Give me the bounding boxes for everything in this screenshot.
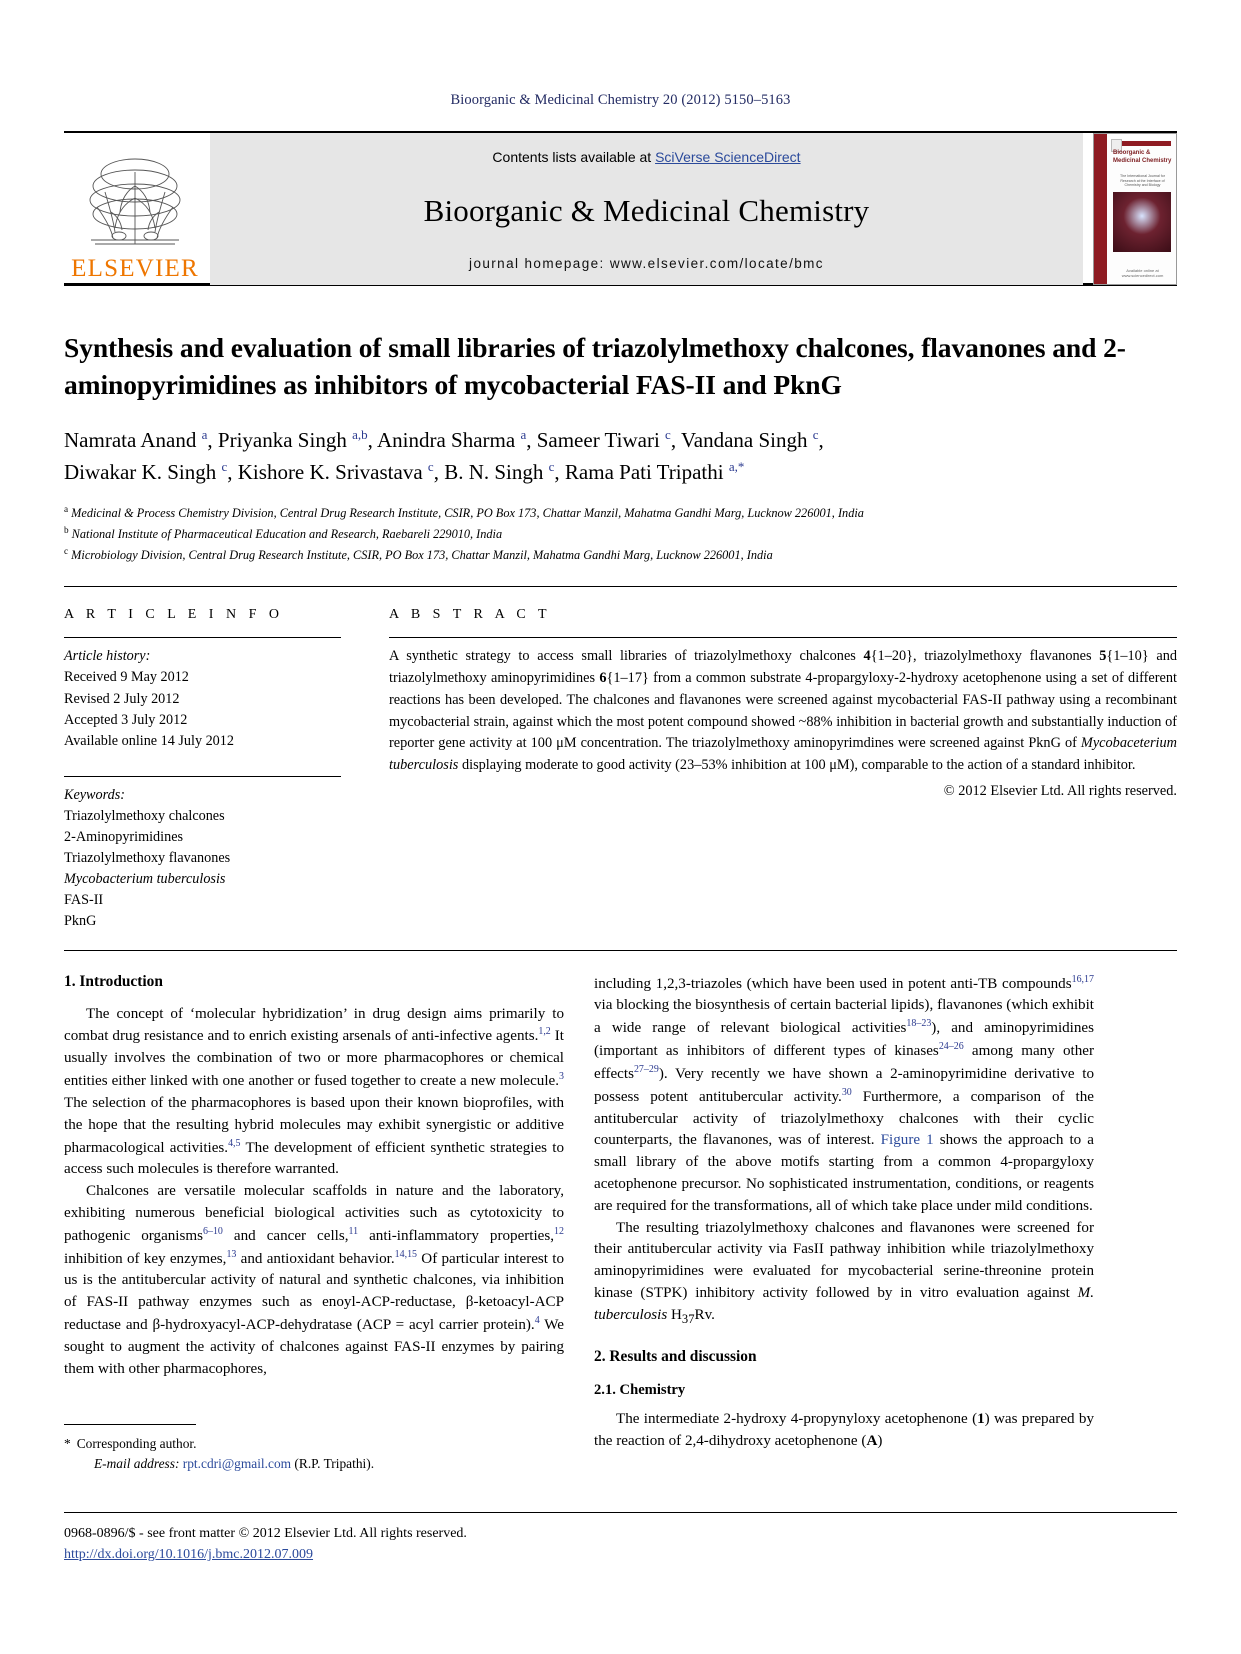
affiliation-c: $^c$ Microbiology Division, Central Drug Research Institute, CSIR, PO Box 173, Chattar Manzil, Mahatma Gandhi Marg, Lucknow 226001, India <box>64 545 773 562</box>
abstract-copyright: © 2012 Elsevier Ltd. All rights reserved. <box>943 782 1177 799</box>
article-info-rule <box>64 637 341 638</box>
section-heading-introduction: 1. Introduction <box>64 972 163 990</box>
history-accepted: Accepted 3 July 2012 <box>64 711 188 728</box>
abstract-column <box>389 607 1177 931</box>
email-label: E-mail address: <box>94 1456 180 1472</box>
cover-artwork <box>1113 192 1171 252</box>
asterisk-icon: * <box>64 1436 71 1451</box>
footer-rule <box>64 1512 1177 1513</box>
page-title: Synthesis and evaluation of small libraries of triazolylmethoxy chalcones, flavanones and 2-aminopyrimidines as inhibitors of mycobacterial FAS-II and PknG <box>64 332 1126 400</box>
footnote-area <box>64 1424 564 1474</box>
intro-paragraph-1: The concept of ‘molecular hybridization’ in drug design aims primarily to combat drug resistance and to enrich existing arsenals of anti-infective agents.$^{1,2}$ It usually involves the combination of two or more pharmacophores or chemical entities either linked with one another or fused together to create a new molecule.$^3$ The selection of the pharmacophores is based upon their known bioprofiles, with the hope that the resulting hybrid molecules may exhibit synergistic or additive pharmacological activities.$^{4,5}$ The development of efficient synthetic strategies to access such molecules is therefore warranted. <box>64 1005 564 1178</box>
abstract-rule <box>389 637 1177 638</box>
body-column-right <box>594 973 1094 1453</box>
corresponding-author-text: Corresponding author. <box>76 1436 197 1451</box>
intro-paragraph-4: The resulting triazolylmethoxy chalcones and flavanones were screened for their antitubercular activity via FasII pathway inhibition while triazolylmethoxy aminopyrimidines were evaluated for mycobacterial serine-threonine protein kinase (STPK) inhibitory activity followed by in vitro evaluation against M. tuberculosis $H_{37}Rv$. <box>594 1219 1094 1326</box>
article-info-heading: A R T I C L E I N F O <box>64 607 284 623</box>
elsevier-wordmark: ELSEVIER <box>71 255 199 282</box>
abstract-heading: A B S T R A C T <box>389 607 552 623</box>
article-history-label: Article history: <box>64 648 151 665</box>
intro-paragraph-2: Chalcones are versatile molecular scaffolds in nature and the laboratory, exhibiting numerous beneficial biological activities such as cytotoxicity to pathogenic organisms$^{6-10}$ and cancer cells,$^{11}$ anti-inflammatory properties,$^{12}$ inhibition of key enzymes,$^{13}$ and antioxidant behavior.$^{14,15}$ Of particular interest to us is the antitubercular activity of natural and synthetic chalcones, via inhibition of FAS-II pathway enzymes such as enoyl-ACP-reductase, β-ketoacyl-ACP reductase and β-hydroxyacyl-ACP-dehydratase (ACP = acyl carrier protein).$^4$ We sought to augment the activity of chalcones against FAS-II enzymes by pairing them with other pharmacophores, <box>64 1183 564 1377</box>
masthead-center-band <box>210 133 1083 285</box>
sciencedirect-link[interactable]: SciVerse ScienceDirect <box>655 149 801 165</box>
front-matter-line: 0968-0896/$ - see front matter © 2012 Elsevier Ltd. All rights reserved. <box>64 1526 467 1541</box>
article-history-list <box>64 667 341 751</box>
affiliation-a: $^a$ Medicinal & Process Chemistry Division, Central Drug Research Institute, CSIR, PO Box 173, Chattar Manzil, Mahatma Gandhi Marg, Lucknow 226001, India <box>64 504 864 521</box>
journal-cover-thumbnail <box>1093 133 1177 285</box>
history-received: Received 9 May 2012 <box>64 669 189 686</box>
history-revised: Revised 2 July 2012 <box>64 690 180 707</box>
affiliation-list <box>64 502 1177 564</box>
elsevier-logo <box>64 133 206 283</box>
email-note <box>64 1454 564 1474</box>
email-suffix: (R.P. Tripathi). <box>294 1456 375 1472</box>
cover-spine <box>1094 134 1107 284</box>
article-info-column <box>64 607 341 931</box>
doi-link[interactable]: http://dx.doi.org/10.1016/j.bmc.2012.07.009 <box>64 1547 314 1562</box>
page-footer <box>64 1512 684 1565</box>
affiliation-b: $^b$ National Institute of Pharmaceutical Education and Research, Raebareli 229010, India <box>64 524 503 541</box>
abstract-text: A synthetic strategy to access small libraries of triazolylmethoxy chalcones 4{1–20}, triazolylmethoxy flavanones 5{1–10} and triazolylmethoxy aminopyrimidines 6{1–17} from a common substrate 4-propargyloxy-2-hydroxy acetophenone using a set of different reactions has been developed. The chalcones and flavanones were screened against mycobacterial FAS-II pathway using a recombinant mycobacterial strain, against which the most potent compound showed ~88% inhibition in bacterial growth and substantially induction of reporter gene activity at 100 μM concentration. The triazolylmethoxy aminopyrimdines were screened against PknG of Mycobaceterium tuberculosis displaying moderate to good activity (23–53% inhibition at 100 μM), comparable to the action of a standard inhibitor. <box>389 648 1178 774</box>
journal-title: Bioorganic & Medicinal Chemistry <box>423 192 870 228</box>
email-link[interactable]: rpt.cdri@gmail.com <box>182 1456 292 1472</box>
keyword-item: 2-Aminopyrimidines <box>64 828 184 845</box>
journal-masthead <box>64 131 1177 283</box>
elsevier-tree-icon <box>75 152 195 254</box>
intro-paragraph-3: including 1,2,3-triazoles (which have been used in potent anti-TB compounds$^{16,17}$ via blocking the biosynthesis of certain bacterial lipids), flavanones (which exhibit a wide range of relevant biological activities$^{18-23}$), and aminopyrimidines (important as inhibitors of different types of kinases$^{24-26}$ among many other effects$^{27-29}$). Very recently we have shown a 2-aminopyrimidine derivative to possess potent antitubercular activity.$^{30}$ Furthermore, a comparison of the antitubercular activity of triazolylmethoxy chalcones with their cyclic counterparts, the flavanones, was of interest. Figure 1 shows the approach to a small library of the above motifs starting from a common 4-propargyloxy acetophenone precursor. No sophisticated instrumentation, conditions, or reagents are required for the transformations, all of which take place under mild conditions. <box>594 973 1094 1214</box>
corresponding-author-note <box>64 1434 564 1454</box>
keywords-label: Keywords: <box>64 786 125 803</box>
cover-subtitle: The International Journal for Research at the Interface of Chemistry and Biology <box>1120 174 1165 188</box>
author-line-1: Namrata Anand $^a$, Priyanka Singh $^{a,b}$, Anindra Sharma $^a$, Sameer Tiwari $^c$, Vandana Singh $^c$, <box>64 427 824 453</box>
info-abstract-region <box>64 586 1177 931</box>
running-head: Bioorganic & Medicinal Chemistry 20 (2012) 5150–5163 <box>450 92 791 108</box>
keywords-rule <box>64 776 341 777</box>
body-column-left <box>64 973 564 1453</box>
keyword-item: PknG <box>64 912 97 929</box>
cover-footer-text: Available online at www.sciencedirect.com <box>1121 267 1164 278</box>
keyword-item: FAS-II <box>64 891 104 908</box>
chemistry-paragraph-1: The intermediate 2-hydroxy 4-propynyloxy acetophenone (1) was prepared by the reaction of 2,4-dihydroxy acetophenone (A) <box>594 1410 1094 1449</box>
history-available-online: Available online 14 July 2012 <box>64 732 234 749</box>
body-region <box>64 950 1177 1453</box>
keywords-block <box>64 776 341 932</box>
title-block <box>64 330 1177 564</box>
contents-available-line <box>492 149 800 165</box>
keyword-item: Triazolylmethoxy chalcones <box>64 807 225 824</box>
cover-title: Bioorganic & Medicinal Chemistry <box>1113 150 1172 164</box>
author-line-2: Diwakar K. Singh $^c$, Kishore K. Srivastava $^c$, B. N. Singh $^c$, Rama Pati Tripathi $^{a,*}$ <box>64 458 745 484</box>
section-heading-chemistry: 2.1. Chemistry <box>594 1381 686 1398</box>
section-heading-results: 2. Results and discussion <box>594 1347 757 1365</box>
keyword-item: Mycobacterium tuberculosis <box>64 870 226 887</box>
contents-prefix: Contents lists available at <box>492 149 656 165</box>
footnote-rule <box>64 1424 196 1425</box>
keyword-item: Triazolylmethoxy flavanones <box>64 849 231 866</box>
author-list <box>64 425 1177 488</box>
journal-homepage[interactable]: journal homepage: www.elsevier.com/locate/bmc <box>469 256 824 271</box>
